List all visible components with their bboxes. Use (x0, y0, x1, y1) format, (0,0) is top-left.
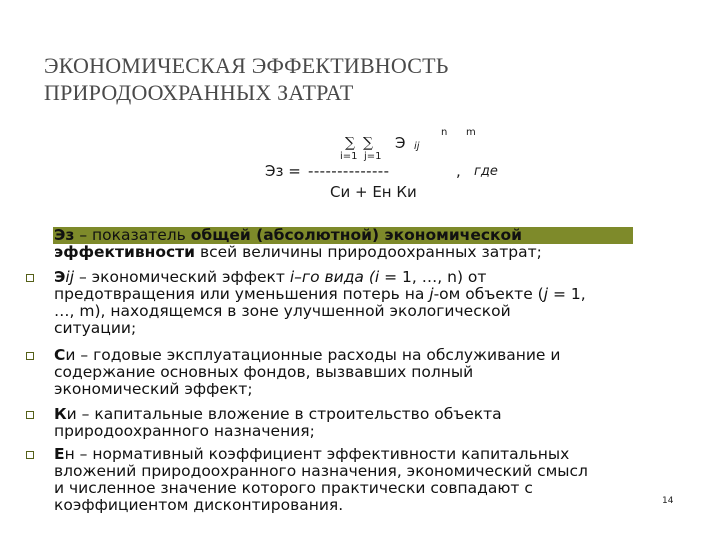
definition-text (54, 446, 588, 514)
text-segment: ij (65, 268, 75, 286)
definition-text (54, 227, 542, 261)
definition-line (54, 227, 542, 244)
text-segment: j (429, 285, 434, 303)
definition-line (54, 320, 586, 337)
definition-text (54, 347, 560, 398)
text-segment: и – капитальные вложение в строительство объекта (66, 405, 502, 423)
bullet-marker-icon (26, 451, 34, 459)
text-segment: -ом объекте ( (433, 285, 544, 303)
text-segment: – экономический эффект (74, 268, 290, 286)
text-segment: Э (54, 268, 66, 286)
text-segment: и – годовые эксплуатационные расходы на обслуживание и (65, 346, 561, 364)
title-line-2: ПРИРОДООХРАННЫХ ЗАТРАТ (44, 80, 354, 105)
text-segment: общей (абсолютной) экономической (190, 226, 523, 244)
text-segment: …, m), находящемся в зоне улучшенной экологической (54, 302, 511, 320)
sum-lower-limit-j: j=1 (364, 151, 382, 162)
definition-line (54, 406, 502, 423)
sum-lower-limit-i: i=1 (340, 151, 358, 162)
definition-line (54, 381, 560, 398)
definition-line (54, 497, 588, 514)
text-segment: всей величины природоохранных затрат; (195, 243, 542, 261)
definition-line (54, 364, 560, 381)
definition-line (54, 446, 588, 463)
formula-comma: , (456, 162, 461, 180)
text-segment: – показатель (74, 226, 191, 244)
definition-line (54, 303, 586, 320)
sum-upper-limit-m: m (466, 127, 476, 138)
text-segment: Е (54, 445, 65, 463)
text-segment: экономический эффект; (54, 380, 253, 398)
definition-line (54, 244, 542, 261)
title-line-1: ЭКОНОМИЧЕСКАЯ ЭФФЕКТИВНОСТЬ (44, 53, 449, 78)
bullet-marker-icon (26, 274, 34, 282)
text-segment: эффективности (54, 243, 196, 261)
text-segment: j (543, 285, 549, 303)
formula-denominator: Си + Ен Ки (330, 183, 417, 201)
text-segment: природоохранного назначения; (54, 422, 315, 440)
numerator-subscript: ij (414, 141, 420, 152)
definition-line (54, 480, 588, 497)
definition-line (54, 347, 560, 364)
text-segment: содержание основных фондов, вызвавших полный (54, 363, 474, 381)
sigma-symbol-i: ∑ (345, 135, 355, 151)
text-segment: Эз (54, 226, 75, 244)
text-segment: = 1, …, n) от (379, 268, 487, 286)
formula-left-side: Эз = (265, 162, 301, 180)
text-segment: i–го вида (i (289, 268, 380, 286)
text-segment: и численное значение которого практически совпадают с (54, 479, 533, 497)
text-segment: = 1, (548, 285, 586, 303)
definition-line (54, 286, 586, 303)
sigma-symbol-j: ∑ (363, 135, 373, 151)
text-segment: предотвращения или уменьшения потерь на (54, 285, 430, 303)
definition-line (54, 463, 588, 480)
text-segment: С (54, 346, 66, 364)
numerator-symbol: Э (395, 134, 406, 152)
bullet-marker-icon (26, 411, 34, 419)
formula-where: где (474, 164, 498, 179)
bullet-marker-icon (26, 352, 34, 360)
text-segment: вложений природоохранного назначения, экономический смысл (54, 462, 588, 480)
text-segment: н – нормативный коэффициент эффективности капитальных (64, 445, 570, 463)
text-segment: К (54, 405, 67, 423)
definition-text (54, 406, 502, 440)
definition-line (54, 423, 502, 440)
definition-text (54, 269, 586, 337)
text-segment: ситуации; (54, 319, 137, 337)
sum-upper-limit-n: n (441, 127, 448, 138)
efficiency-formula (0, 0, 720, 210)
text-segment: коэффициентом дисконтирования. (54, 496, 344, 514)
page-number: 14 (662, 496, 674, 506)
fraction-bar: -------------- (308, 162, 390, 180)
definition-line (54, 269, 586, 286)
